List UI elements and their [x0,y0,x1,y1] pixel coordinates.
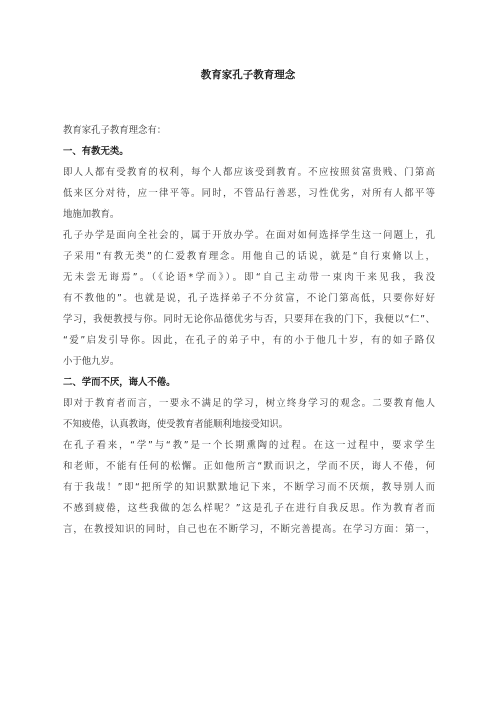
paragraph-line: 即人人都有受教育的权利，每个人都应该受到教育。不应按照贫富贵贱、门第高 [63,167,435,178]
paragraph-line: 即对于教育者而言，一要永不满足的学习，树立终身学习的观念。二要教育他人 [63,398,435,409]
paragraph-line: 和老师，不能有任何的松懈。正如他所言“默而识之，学而不厌，诲人不倦，何 [63,461,435,472]
paragraph-line: 有于我哉！”即“把所学的知识默默地记下来，不断学习而不厌烦，教导别人而 [63,482,435,493]
paragraph-line: “爱”启发引导你。因此，在孔子的弟子中，有的小于他几十岁，有的如子路仅 [63,335,435,346]
paragraph-line: 子采用“有教无类”的仁爱教育理念。用他自己的话说，就是“自行束脩以上， [63,251,435,262]
paragraph-line: 不知疲倦，认真教诲，使受教育者能顺利地接受知识。 [63,419,289,430]
paragraph-line: 学习，我便教授与你。同时无论你品德优劣与否，只要拜在我的门下，我便以“仁”、 [63,314,435,325]
paragraph-line: 不感到疲倦，这些我做的怎么样呢？”这是孔子在进行自我反思。作为教育者而 [63,503,435,514]
paragraph-line: 孔子办学是面向全社会的，属于开放办学。在面对如何选择学生这一问题上，孔 [63,230,435,241]
section-heading: 二、学而不厌，诲人不倦。 [63,377,176,388]
paragraph-line: 地施加教育。 [63,209,120,220]
paragraph-line: 低来区分对待，应一律平等。同时，不管品行善恶，习性优劣，对所有人都平等 [63,188,435,199]
paragraph-line: 教育家孔子教育理念有： [63,125,167,136]
paragraph-line: 无未尝无诲焉”。（《论语*学而》）。即“自己主动带一束肉干来见我，我没 [63,272,435,283]
paragraph-line: 在孔子看来，“学”与“教”是一个长期熏陶的过程。在这一过程中，要求学生 [63,440,435,451]
paragraph-line: 小于他九岁。 [63,356,120,367]
section-heading: 一、有教无类。 [63,146,129,157]
document-title: 教育家孔子教育理念 [200,69,296,81]
paragraph-line: 有不教他的”。也就是说，孔子选择弟子不分贫富，不论门第高低，只要你好好 [63,293,435,304]
document-body [63,120,435,540]
paragraph-line: 言，在教授知识的同时，自己也在不断学习，不断完善提高。在学习方面：第一， [63,524,435,535]
